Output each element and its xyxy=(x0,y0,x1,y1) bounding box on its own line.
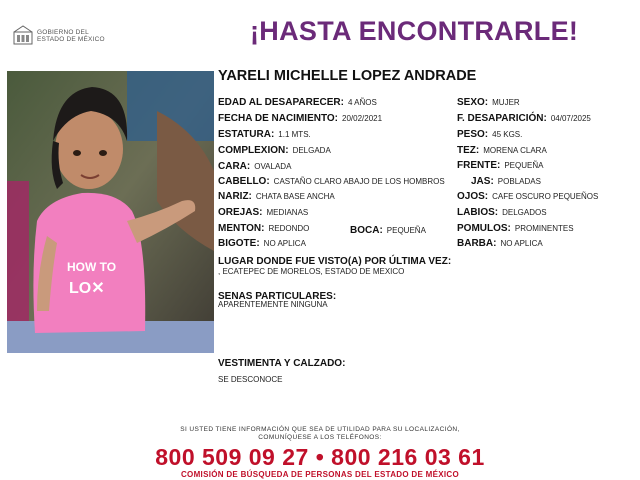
value-estatura: 1.1 MTS. xyxy=(278,130,311,139)
value-f-desaparicion: 04/07/2025 xyxy=(550,114,591,123)
label-nariz: NARIZ: xyxy=(218,191,252,202)
photo-illustration xyxy=(7,71,214,353)
last-seen-label: LUGAR DONDE FUE VISTO(A) POR ÚLTIMA VEZ: xyxy=(218,256,452,267)
senas-value: APARENTEMENTE NINGUNA xyxy=(218,300,328,309)
value-frente: PEQUEÑA xyxy=(504,161,544,170)
field-menton xyxy=(218,221,309,235)
value-ojos: CAFE OSCURO PEQUEÑOS xyxy=(492,192,599,201)
field-nariz xyxy=(218,189,335,203)
label-pomulos: POMULOS: xyxy=(457,223,511,234)
label-ojos: OJOS: xyxy=(457,191,489,202)
field-labios xyxy=(457,205,547,219)
value-menton: REDONDO xyxy=(268,224,310,233)
label-cejas: JAS: xyxy=(471,176,494,187)
field-f-desaparicion xyxy=(457,111,591,125)
field-cejas xyxy=(471,174,541,188)
field-tez xyxy=(457,143,547,157)
state-government-seal-icon xyxy=(12,24,34,46)
label-complexion: COMPLEXION: xyxy=(218,145,289,156)
phone-2: 800 216 03 61 xyxy=(331,444,485,470)
phone-1: 800 509 09 27 xyxy=(155,444,309,470)
value-labios: DELGADOS xyxy=(502,208,547,217)
value-nariz: CHATA BASE ANCHA xyxy=(255,192,335,201)
field-sexo xyxy=(457,95,520,109)
value-peso: 45 KGS. xyxy=(492,130,523,139)
value-cabello: CASTAÑO CLARO ABAJO DE LOS HOMBROS xyxy=(273,177,445,186)
label-menton: MENTON: xyxy=(218,223,265,234)
label-labios: LABIOS: xyxy=(457,207,499,218)
field-complexion xyxy=(218,143,331,157)
phone-numbers xyxy=(0,444,640,471)
last-seen-label-row xyxy=(218,254,451,268)
value-barba: NO APLICA xyxy=(500,239,543,248)
label-f-desaparicion: F. DESAPARICIÓN: xyxy=(457,113,547,124)
vestimenta-label: VESTIMENTA Y CALZADO: xyxy=(218,358,346,369)
phone-separator: • xyxy=(315,444,325,470)
info-line-1: SI USTED TIENE INFORMACIÓN QUE SEA DE UTILIDAD PARA SU LOCALIZACIÓN, xyxy=(180,426,460,433)
missing-person-photo xyxy=(7,71,214,353)
label-estatura: ESTATURA: xyxy=(218,129,275,140)
svg-text:LO✕: LO✕ xyxy=(69,280,105,297)
label-tez: TEZ: xyxy=(457,145,480,156)
field-boca xyxy=(350,223,426,237)
banner-title: ¡HASTA ENCONTRARLE! xyxy=(250,16,579,46)
vestimenta-value: SE DESCONOCE xyxy=(218,375,283,384)
label-sexo: SEXO: xyxy=(457,97,489,108)
field-barba xyxy=(457,236,543,250)
value-sexo: MUJER xyxy=(492,98,520,107)
value-cejas: POBLADAS xyxy=(497,177,541,186)
label-frente: FRENTE: xyxy=(457,160,501,171)
value-cara: OVALADA xyxy=(254,162,292,171)
field-estatura xyxy=(218,127,311,141)
field-cara xyxy=(218,159,291,173)
label-cara: CARA: xyxy=(218,161,251,172)
vestimenta-label-row xyxy=(218,356,345,370)
logo-text xyxy=(37,29,105,43)
value-tez: MORENA CLARA xyxy=(483,146,547,155)
info-line-2: COMUNÍQUESE A LOS TELÉFONOS: xyxy=(258,434,382,441)
field-edad xyxy=(218,95,377,109)
commission-name: COMISIÓN DE BÚSQUEDA DE PERSONAS DEL ESTADO DE MÉXICO xyxy=(180,470,459,479)
value-fecha-nacimiento: 20/02/2021 xyxy=(342,114,383,123)
field-pomulos xyxy=(457,221,574,235)
last-seen-value: , ECATEPEC DE MORELOS, ESTADO DE MEXICO xyxy=(218,267,405,276)
field-peso xyxy=(457,127,522,141)
senas-label: SENAS PARTICULARES: xyxy=(218,291,337,302)
value-boca: PEQUEÑA xyxy=(386,226,426,235)
field-cabello xyxy=(218,174,445,188)
label-orejas: OREJAS: xyxy=(218,207,263,218)
label-barba: BARBA: xyxy=(457,238,497,249)
label-bigote: BIGOTE: xyxy=(218,238,260,249)
svg-text:HOW TO: HOW TO xyxy=(67,260,117,274)
logo-line-1: GOBIERNO DEL xyxy=(37,29,89,36)
field-orejas xyxy=(218,205,308,219)
value-complexion: DELGADA xyxy=(292,146,331,155)
label-cabello: CABELLO: xyxy=(218,176,270,187)
label-peso: PESO: xyxy=(457,129,489,140)
field-fecha-nacimiento xyxy=(218,111,382,125)
value-edad: 4 AÑOS xyxy=(347,98,377,107)
label-fecha-nacimiento: FECHA DE NACIMIENTO: xyxy=(218,113,338,124)
value-pomulos: PROMINENTES xyxy=(514,224,574,233)
value-orejas: MEDIANAS xyxy=(266,208,309,217)
field-frente xyxy=(457,158,543,172)
value-bigote: NO APLICA xyxy=(263,239,306,248)
field-ojos xyxy=(457,189,598,203)
government-logo xyxy=(12,24,122,48)
person-name: YARELI MICHELLE LOPEZ ANDRADE xyxy=(218,68,477,84)
label-boca: BOCA: xyxy=(350,225,383,236)
logo-line-2: ESTADO DE MÉXICO xyxy=(37,36,105,43)
field-bigote xyxy=(218,236,306,250)
label-edad: EDAD AL DESAPARECER: xyxy=(218,97,344,108)
